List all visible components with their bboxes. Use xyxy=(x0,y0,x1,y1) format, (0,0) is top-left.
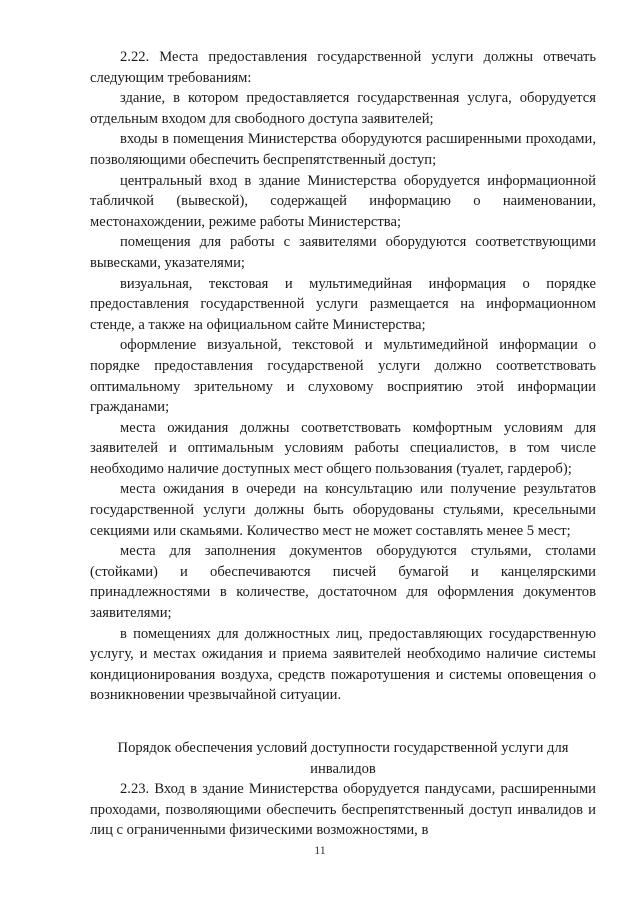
paragraph-2-22: 2.22. Места предоставления государственной услуги должны отвечать следующим требованиям: xyxy=(90,49,596,86)
paragraph-signage: помещения для работы с заявителями оборудуются соответствующими вывесками, указателями; xyxy=(90,234,596,271)
paragraph-wide-passages: входы в помещения Министерства оборудуются расширенными проходами, позволяющими обеспечить беспрепятственный доступ; xyxy=(90,131,596,168)
paragraph-info-design: оформление визуальной, текстовой и мультимедийной информации о порядке предоставления государственой услуги должно соответствовать оптимальному зрительному и слуховому восприятию этой информации гражданами; xyxy=(90,337,596,416)
paragraph-queue-seating: места ожидания в очереди на консультацию или получение результатов государственной услуги должны быть оборудованы стульями, кресельными секциями или скамьями. Количество мест не может составлять менее 5 мест; xyxy=(90,481,596,539)
paragraph-air-conditioning: в помещениях для должностных лиц, предоставляющих государственную услугу, и местах ожидания и приема заявителей необходимо наличие системы кондиционирования воздуха, средств пожаротушения и системы оповещения о возникновении чрезвычайной ситуации. xyxy=(90,625,596,704)
paragraph-document-filling: места для заполнения документов оборудуются стульями, столами (стойками) и обеспечиваются писчей бумагой и канцелярскими принадлежностями в количестве, достаточном для оформления документов заявителями; xyxy=(90,543,596,622)
paragraph-info-stand: визуальная, текстовая и мультимедийная информация о порядке предоставления государственной услуги размещается на информационном стенде, а также на официальном сайте Министерства; xyxy=(90,275,596,333)
paragraph-waiting-areas: места ожидания должны соответствовать комфортным условиям для заявителей и оптимальным условиям работы специалистов, в том числе необходимо наличие доступных мест общего пользования (туалет, гардероб); xyxy=(90,419,596,477)
paragraph-2-23: 2.23. Вход в здание Министерства оборудуется пандусами, расширенными проходами, позволяющими обеспечить беспрепятственный доступ инвалидов и лиц с ограниченными физическими возможностями, в xyxy=(90,781,596,839)
paragraph-info-sign: центральный вход в здание Министерства оборудуется информационной табличкой (вывеской), содержащей информацию о наименовании, местонахождении, режиме работы Министерства; xyxy=(90,172,596,230)
document-page xyxy=(90,47,596,841)
paragraph-separate-entrance: здание, в котором предоставляется государственная услуга, оборудуется отдельным входом для свободного доступа заявителей; xyxy=(90,90,596,127)
page-number: 11 xyxy=(314,843,326,857)
section-spacer xyxy=(90,706,596,727)
section-heading: Порядок обеспечения условий доступности государственной услуги для инвалидов xyxy=(117,740,569,777)
